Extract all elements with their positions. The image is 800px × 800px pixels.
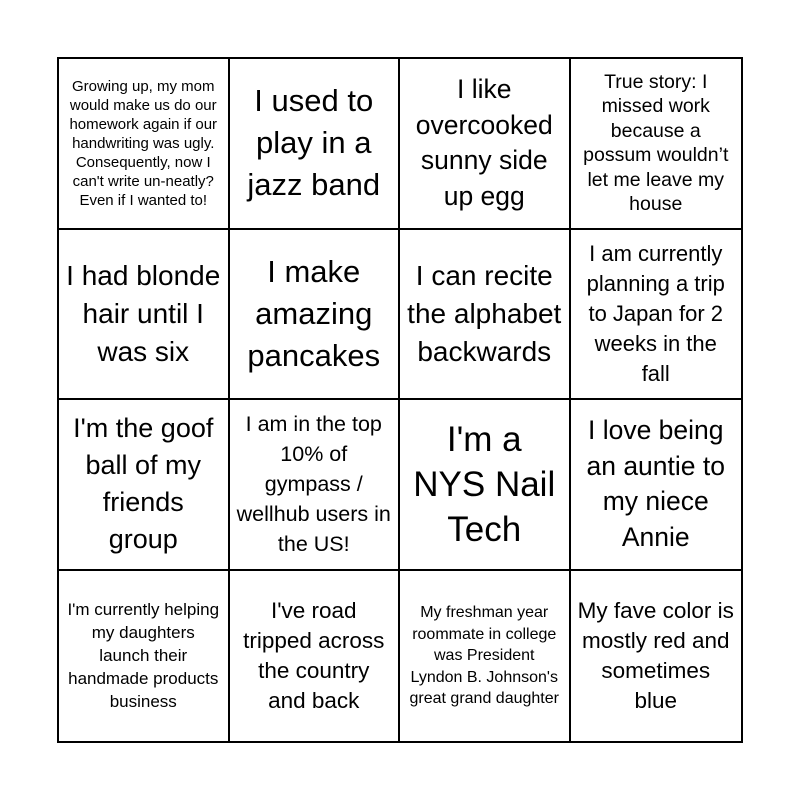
bingo-cell[interactable]	[571, 230, 742, 401]
bingo-cell-text: I can recite the alphabet backwards	[407, 259, 562, 367]
bingo-cell[interactable]	[400, 400, 571, 571]
bingo-cell[interactable]	[59, 400, 230, 571]
bingo-board	[57, 57, 743, 743]
bingo-cell[interactable]	[230, 230, 401, 401]
bingo-cell[interactable]	[571, 59, 742, 230]
bingo-cell[interactable]	[400, 59, 571, 230]
bingo-cell-text: I like overcooked sunny side up egg	[415, 74, 553, 211]
bingo-cell-text: Growing up, my mom would make us do our homework again if our handwriting was ugly. Consequently, now I can't write un-neatly? Even if I wanted to!	[69, 77, 218, 209]
bingo-cell-text: I'm currently helping my daughters launch their handmade products business	[67, 600, 220, 712]
bingo-cell[interactable]	[571, 571, 742, 742]
bingo-cell[interactable]	[59, 571, 230, 742]
bingo-cell[interactable]	[571, 400, 742, 571]
bingo-cell-text: I'm the goof ball of my friends group	[73, 413, 214, 555]
bingo-cell-text: I am in the top 10% of gympass / wellhub users in the US!	[236, 412, 391, 557]
bingo-cell-text: I had blonde hair until I was six	[66, 259, 221, 367]
bingo-cell[interactable]	[400, 571, 571, 742]
bingo-cell-text: My freshman year roommate in college was President Lyndon B. Johnson's great grand daughter	[409, 604, 559, 707]
bingo-cell[interactable]	[230, 571, 401, 742]
bingo-cell-text: I'm a NYS Nail Tech	[413, 419, 556, 549]
bingo-cell-text: I make amazing pancakes	[247, 253, 381, 373]
bingo-cell-text: My fave color is mostly red and sometimes blue	[577, 597, 734, 713]
bingo-cell[interactable]	[230, 400, 401, 571]
bingo-cell-text: I love being an auntie to my niece Annie	[586, 415, 725, 552]
bingo-cell-text: I am currently planning a trip to Japan for 2 weeks in the fall	[586, 240, 725, 386]
bingo-cell-text: I used to play in a jazz band	[247, 83, 381, 203]
bingo-cell[interactable]	[59, 230, 230, 401]
bingo-cell[interactable]	[400, 230, 571, 401]
bingo-cell[interactable]	[230, 59, 401, 230]
bingo-cell-text: I've road tripped across the country and back	[243, 597, 385, 713]
bingo-cell-text: True story: I missed work because a possum wouldn’t let me leave my house	[583, 70, 729, 216]
bingo-cell[interactable]	[59, 59, 230, 230]
